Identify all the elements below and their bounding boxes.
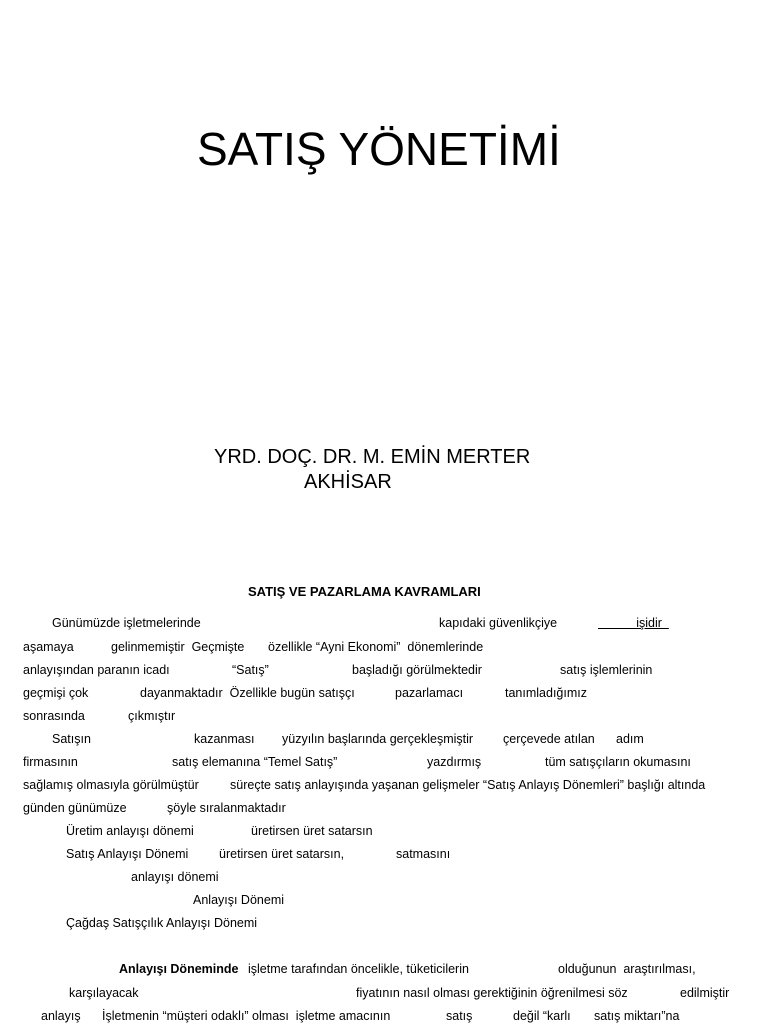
body-text: gelinmemiştir Geçmişte (111, 640, 245, 654)
body-text: firmasının (23, 755, 78, 769)
body-text: satış (446, 1009, 473, 1023)
body-text: değil “karlı (513, 1009, 571, 1023)
body-text: olduğunun araştırılması, (558, 962, 696, 976)
body-text-underlined: işidir (598, 616, 669, 630)
section-heading: SATIŞ VE PAZARLAMA KAVRAMLARI (248, 584, 481, 599)
document-title: SATIŞ YÖNETİMİ (197, 123, 561, 175)
body-text: çerçevede atılan (503, 732, 595, 746)
body-text: kapıdaki güvenlikçiye (439, 616, 558, 630)
body-text: İşletmenin “müşteri odaklı” olması işletme amacının (102, 1009, 391, 1023)
list-item: Satış Anlayışı Dönemi (66, 847, 189, 861)
list-item: Anlayışı Dönemi (193, 893, 285, 907)
body-text: edilmiştir (680, 986, 730, 1000)
body-text: satış miktarı”na (594, 1009, 680, 1023)
author-location: AKHİSAR (304, 471, 392, 493)
body-text: sonrasında (23, 709, 85, 723)
body-text: şöyle sıralanmaktadır (167, 801, 286, 815)
list-item: Çağdaş Satışçılık Anlayışı Dönemi (66, 916, 258, 930)
body-text: aşamaya (23, 640, 74, 654)
list-item: satmasını (396, 847, 451, 861)
body-text: tüm satışçıların okumasını (545, 755, 691, 769)
body-text: geçmişi çok (23, 686, 89, 700)
list-item: üretirsen üret satarsın (251, 824, 373, 838)
list-item: anlayışı dönemi (131, 870, 219, 884)
body-text: anlayışından paranın icadı (23, 663, 170, 677)
list-item: Üretim anlayışı dönemi (66, 824, 194, 838)
body-text: işletme tarafından öncelikle, tüketicilerin (248, 962, 469, 976)
body-text: dayanmaktadır Özellikle bugün satışçı (140, 686, 355, 700)
body-text: kazanması (194, 732, 255, 746)
body-text: “Satış” (232, 663, 269, 677)
body-text: fiyatının nasıl olması gerektiğinin öğrenilmesi söz (356, 986, 628, 1000)
body-text: özellikle “Ayni Ekonomi” dönemlerinde (268, 640, 484, 654)
body-text: Satışın (52, 732, 91, 746)
body-text: satış işlemlerinin (560, 663, 653, 677)
author-name: YRD. DOÇ. DR. M. EMİN MERTER (214, 446, 531, 468)
body-text: anlayış (41, 1009, 81, 1023)
body-text: çıkmıştır (128, 709, 176, 723)
body-text: Günümüzde işletmelerinde (52, 616, 201, 630)
body-text: pazarlamacı (395, 686, 464, 700)
body-text: yüzyılın başlarında gerçekleşmiştir (282, 732, 474, 746)
body-text: satış elemanına “Temel Satış” (172, 755, 338, 769)
body-text: yazdırmış (427, 755, 482, 769)
body-text: günden günümüze (23, 801, 127, 815)
body-text: süreçte satış anlayışında yaşanan gelişmeler “Satış Anlayış Dönemleri” başlığı altında (230, 778, 706, 792)
body-text-bold: Anlayışı Döneminde (119, 962, 239, 976)
body-text: başladığı görülmektedir (352, 663, 482, 677)
body-text: tanımladığımız (505, 686, 587, 700)
body-text: sağlamış olmasıyla görülmüştür (23, 778, 199, 792)
list-item: üretirsen üret satarsın, (219, 847, 345, 861)
body-text: adım (616, 732, 644, 746)
body-text: karşılayacak (69, 986, 139, 1000)
